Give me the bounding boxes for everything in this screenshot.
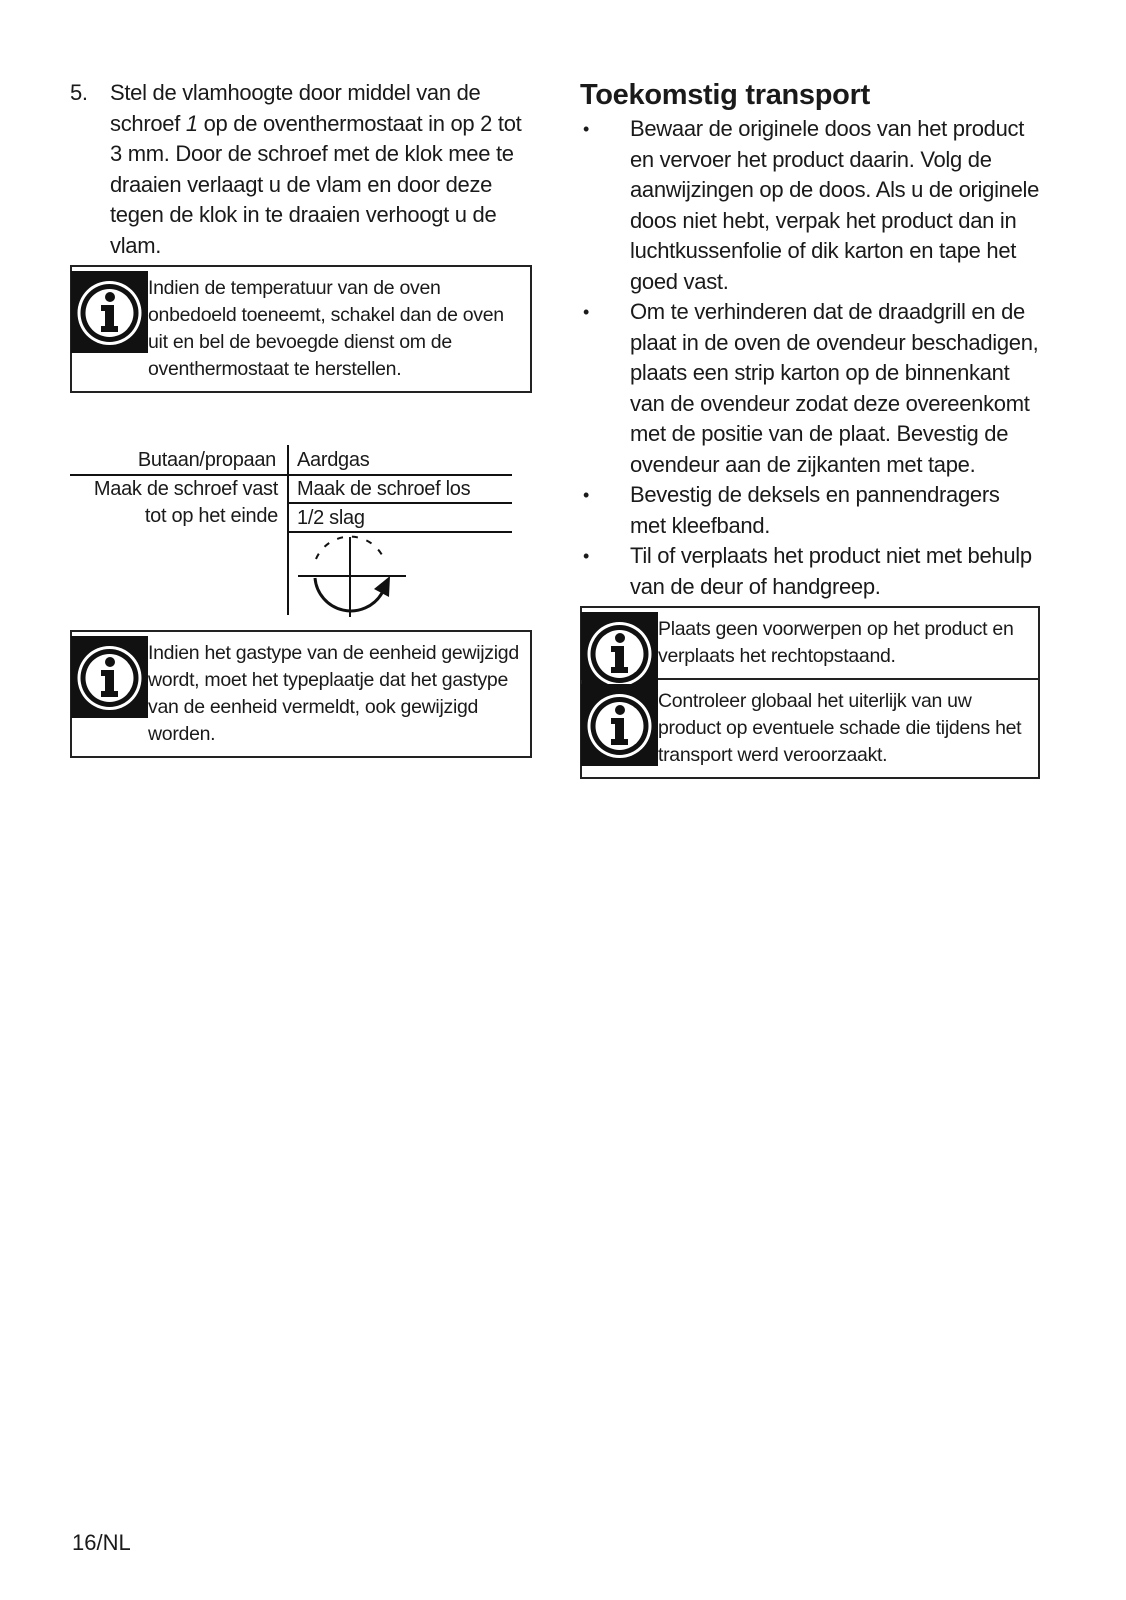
note-text: Controleer globaal het uiterlijk van uw product op eventuele schade die tijdens het transport werd veroorzaakt. bbox=[658, 690, 1022, 766]
list-item bbox=[580, 541, 1040, 602]
transport-list bbox=[580, 114, 1040, 602]
gas-type-info-note bbox=[70, 630, 532, 758]
step-text-start: Stel de vlamhoogte door middel van de schroef bbox=[110, 80, 481, 136]
natural-gas-header: Aardgas bbox=[297, 449, 370, 471]
page-number: 16/NL bbox=[72, 1530, 131, 1555]
butane-instruction-line1: Maak de schroef vast bbox=[93, 478, 278, 500]
screw-reference: 1 bbox=[185, 110, 198, 136]
step-number: 5. bbox=[70, 80, 88, 105]
note-text: Indien de temperatuur van de oven onbedoeld toeneemt, schakel dan de oven uit en bel de bevoegde dienst om de oventhermostaat te herstellen. bbox=[148, 277, 504, 380]
section-heading: Toekomstig transport bbox=[580, 79, 870, 111]
bullet: • bbox=[583, 546, 590, 566]
gas-setting-table bbox=[70, 445, 532, 630]
list-item-text: Bevestig de deksels en pannendragers met kleefband. bbox=[630, 482, 1000, 538]
list-item bbox=[580, 114, 1040, 297]
damage-check-info-note bbox=[580, 680, 1040, 779]
bullet: • bbox=[583, 485, 590, 505]
info-icon bbox=[71, 636, 148, 718]
clockwise-rotation-icon bbox=[298, 533, 408, 623]
info-icon bbox=[71, 271, 148, 353]
list-item bbox=[580, 480, 1040, 541]
natural-gas-turn: 1/2 slag bbox=[297, 507, 365, 529]
natural-gas-instruction: Maak de schroef los bbox=[297, 478, 471, 500]
list-item bbox=[580, 297, 1040, 480]
upright-transport-info-note bbox=[580, 606, 1040, 680]
bullet: • bbox=[583, 302, 590, 322]
butane-propane-header: Butaan/propaan bbox=[137, 449, 276, 471]
right-column bbox=[580, 78, 1040, 779]
butane-instruction-line2: tot op het einde bbox=[144, 505, 278, 527]
temperature-info-note bbox=[70, 265, 532, 393]
list-item-text: Til of verplaats het product niet met behulp van de deur of handgreep. bbox=[630, 543, 1032, 599]
step-text-end: op de oventhermostaat in op 2 tot 3 mm. Door de schroef met de klok mee te draaien verlaagt u de vlam en door deze tegen de klok in te draaien verhoogt u de vlam. bbox=[110, 110, 522, 258]
note-text: Plaats geen voorwerpen op het product en verplaats het rechtopstaand. bbox=[658, 618, 1014, 667]
left-column bbox=[70, 78, 532, 758]
list-item-text: Om te verhinderen dat de draadgrill en de plaat in de oven de ovendeur beschadigen, plaats een strip karton op de binnenkant van de ovendeur zodat deze overeenkomt met de positie van de plaat. Bevestig de ovendeur aan de zijkanten met tape. bbox=[630, 299, 1039, 477]
list-item-text: Bewaar de originele doos van het product en vervoer het product daarin. Volg de aanwijzingen op de doos. Als u de originele doos niet hebt, verpak het product dan in luchtkussenfolie of dik karton en tape het goed vast. bbox=[630, 116, 1040, 294]
info-icon bbox=[581, 684, 658, 766]
note-text: Indien het gastype van de eenheid gewijzigd wordt, moet het typeplaatje dat het gastype van de eenheid vermeldt, ook gewijzigd worden. bbox=[148, 642, 519, 745]
bullet: • bbox=[583, 119, 590, 139]
instruction-step bbox=[70, 78, 532, 261]
